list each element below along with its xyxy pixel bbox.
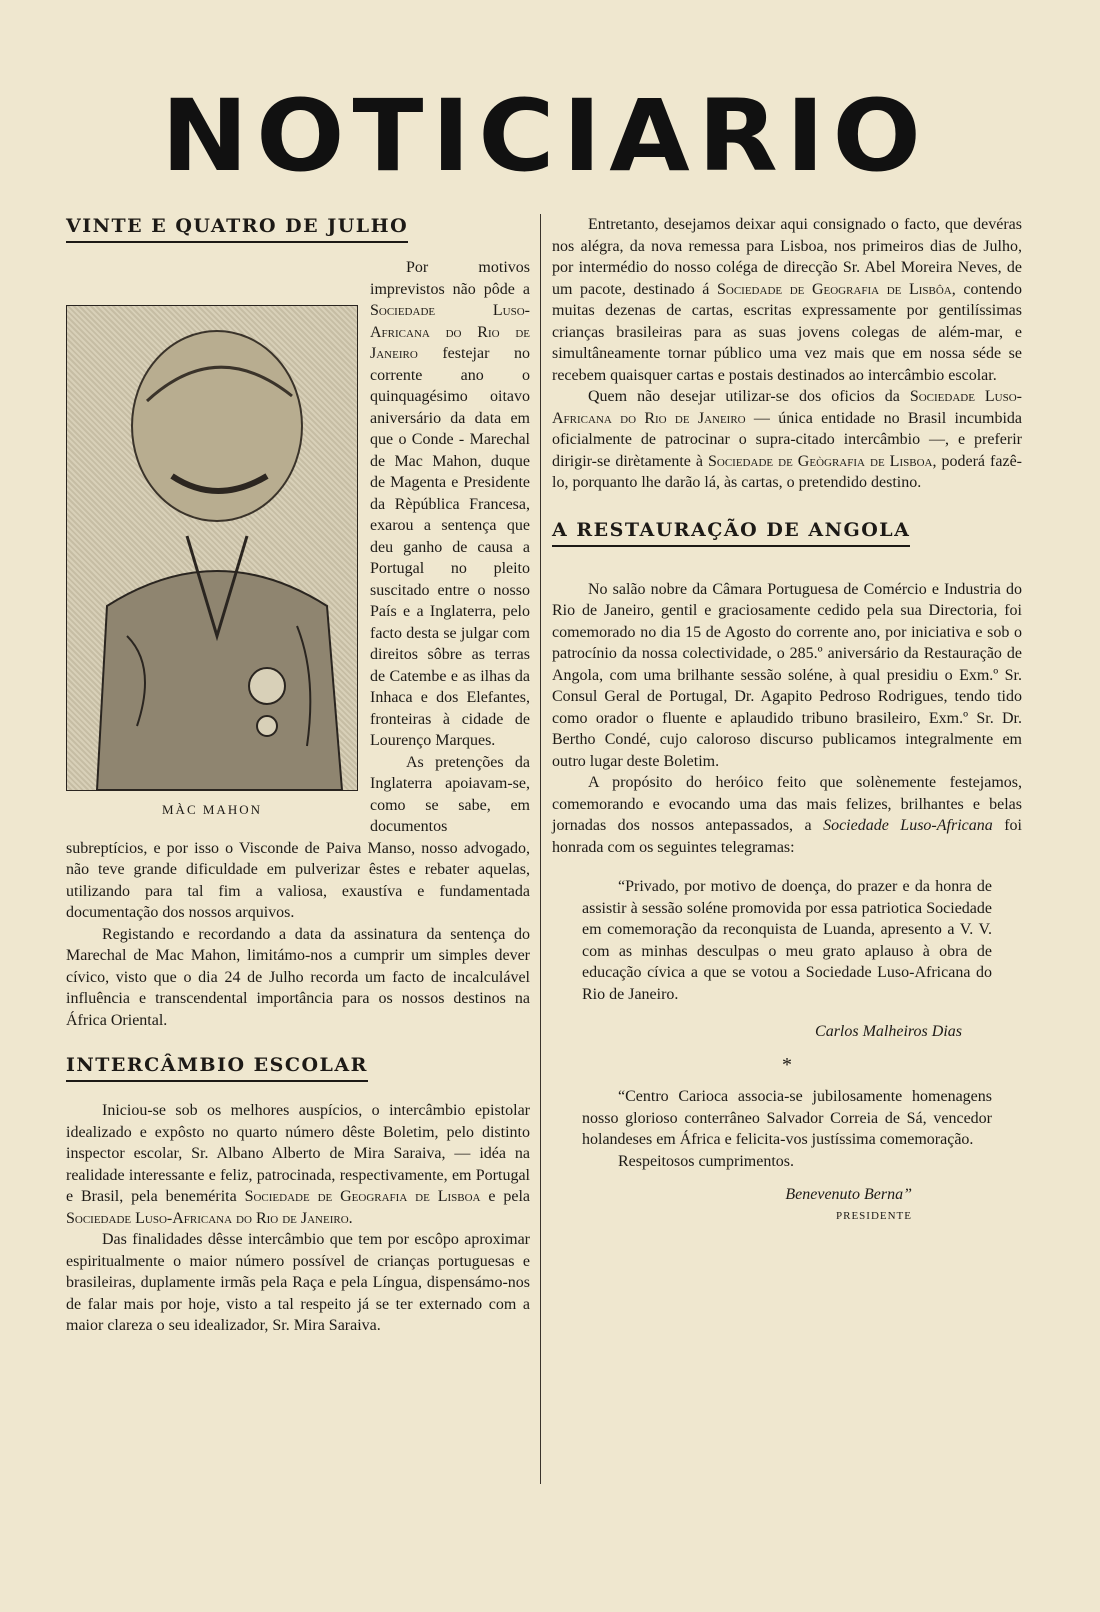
section-heading-vinte-e-quatro [66, 214, 530, 257]
telegram-2 [582, 1086, 992, 1172]
signature-role: PRESIDENTE [836, 1209, 912, 1222]
heading-restauracao-de-angola: A RESTAURAÇÃO DE ANGOLA [552, 518, 910, 547]
heading-vinte-e-quatro-de-julho: VINTE E QUATRO DE JULHO [66, 214, 408, 243]
column-divider [540, 214, 541, 1484]
paragraph-vinte-1: Por motivos imprevistos não pôde a Sociedade Luso-Africana do Rio de Janeiro festejar no corrente ano o quinquagésimo oitavo aniversário da data em que o Conde - Marechal de Mac Mahon, duque de Magenta e Presidente da Rèpública Francesa, exarou a sentença que deu ganho de causa a Portugal no pleito suscitado entre o nosso País e a Inglaterra, pelo facto desta se julgar com direitos sôbre as terras de Catembe e as ilhas da Inhaca e dos Elefantes, fronteiras à cidade de Lourenço Marques. [370, 259, 530, 749]
paragraph-intercambio-3: Entretanto, desejamos deixar aqui consignado o facto, que devéras nos alégra, da nova remessa para Lisboa, nos primeiros dias de Julho, por intermédio do nosso coléga de direcção Sr. Abel Moreira Neves, de um pacote, destinado á Sociedade de Geografia de Lisbôa, contendo muitas dezenas de cartas, escritas expressamente por gentilíssimas crianças brasileiras para as suas jovens colegas de além-mar, e simultâneamente tornar público uma vez mais que em nossa séde se recebem quaisquer cartas e postais destinados ao intercâmbio escolar. [552, 216, 1023, 384]
left-column [66, 214, 530, 1337]
portrait-caption: MÀC MAHON [162, 802, 262, 817]
paragraph-intercambio-2: Das finalidades dêsse intercâmbio que tem por escôpo aproximar espiritualmente o maior número possível de crianças portuguesas e brasileiras, duplamente irmãs pela Raça e pela Língua, dispensámo-nos de falar mais por hoje, visto a tal respeito já se ter externado com a maior clareza o seu idealizador, Sr. Mira Saraiva. [66, 1231, 530, 1334]
portrait-figure [66, 305, 358, 817]
paragraph-vinte-2: As pretenções da Inglaterra apoiavam-se, como se sabe, em documentos subreptícios, e por isso o Visconde de Paiva Manso, nosso advogado, não teve grande dificuldade em pulverizar êstes e rebater aquelas, utilizando para tal fim a valiosa, exaustíva e fundamentada documentação dos nossos arquivos. [66, 753, 530, 921]
paragraph-angola-1: No salão nobre da Câmara Portuguesa de Comércio e Industria do Rio de Janeiro, gentil e graciosamente cedido pela sua Directoria, foi comemorado no dia 15 de Agosto do corrente ano, por iniciativa e sob o patrocínio da nossa colectividade, o 285.º aniversário da Restauração de Angola, com uma brilhante sessão soléne, à qual presidiu o Exm.º Sr. Consul Geral de Portugal, Dr. Agapito Pedroso Rodrigues, tendo tido como orador o fluente e aplaudido tribuno brasileiro, Exm.º Sr. Dr. Bertho Condé, cujo caloroso discurso publicamos integralmente em outro lugar deste Boletim. [552, 580, 1022, 770]
paragraph-vinte-3: Registando e recordando a data da assinatura da sentença do Marechal de Mac Mahon, limitámo-nos a cumprir um simples dever cívico, visto que o dia 24 de Julho recorda um facto de incalculável influência e transcendental importância para os nossos destinos na África Oriental. [66, 925, 530, 1029]
telegram-1 [582, 876, 992, 1005]
telegram-1-text: “Privado, por motivo de doença, do prazer e da honra de assistir à sessão soléne promovida por essa patriotica Sociedade em comemoração da reconquista de Luanda, apresento a V. V. com as minhas desculpas o meu grato aplauso à obra de educação cívica a que se votou a Sociedade Luso-Africana do Rio de Janeiro. [582, 878, 992, 1003]
paragraph-intercambio-1: Iniciou-se sob os melhores auspícios, o intercâmbio epistolar idealizado e expôsto no quarto número dêste Boletim, pelo distinto inspector escolar, Sr. Albano Alberto de Mira Saraiva, — idéa na realidade interessante e feliz, patrocinada, respectivamente, em Portugal e Brasil, pela benemérita Sociedade de Geografia de Lisboa e pela Sociedade Luso-Africana do Rio de Janeiro. [66, 1102, 531, 1227]
signature-carlos-malheiros-dias: Carlos Malheiros Dias [815, 1023, 962, 1040]
telegram-2-closing: Respeitosos cumprimentos. [618, 1152, 794, 1170]
org-name: Sociedade Luso-Africana do Rio de Janeiro [370, 302, 530, 362]
portrait-image [66, 305, 358, 791]
paragraph-angola-2: A propósito do heróico feito que solènemente festejamos, comemorando e evocando uma das mais felizes, brilhantes e belas jornadas dos nossos antepassados, a Sociedade Luso-Africana foi honrada com os seguintes telegramas: [552, 774, 1022, 856]
masthead-title: NOTICIARIO [161, 94, 929, 178]
heading-intercambio-escolar: INTERCÂMBIO ESCOLAR [66, 1053, 368, 1082]
separator-star: * [782, 1053, 792, 1076]
section-heading-intercambio [66, 1053, 530, 1096]
paragraph-intercambio-4: Quem não desejar utilizar-se dos oficios da Sociedade Luso-Africana do Rio de Janeiro — única entidade no Brasil incumbida oficialmente de patrocinar o supra-citado intercâmbio —, e preferir dirigir-se dirètamente à Sociedade de Geògrafia de Lisboa, poderá fazê-lo, porquanto lhe darão lá, às cartas, o pretendido destino. [552, 388, 1022, 491]
right-column [552, 214, 1022, 1227]
section-heading-angola [552, 518, 1022, 561]
telegram-2-text: “Centro Carioca associa-se jubilosamente homenagens nosso glorioso conterrâneo Salvador Correia de Sá, vencedor holandeses em África e felicita-vos justíssima comemoração. [582, 1088, 992, 1148]
signature-benevenuto-berna: Benevenuto Berna” [785, 1186, 912, 1203]
portrait-engraving-icon [67, 306, 357, 790]
